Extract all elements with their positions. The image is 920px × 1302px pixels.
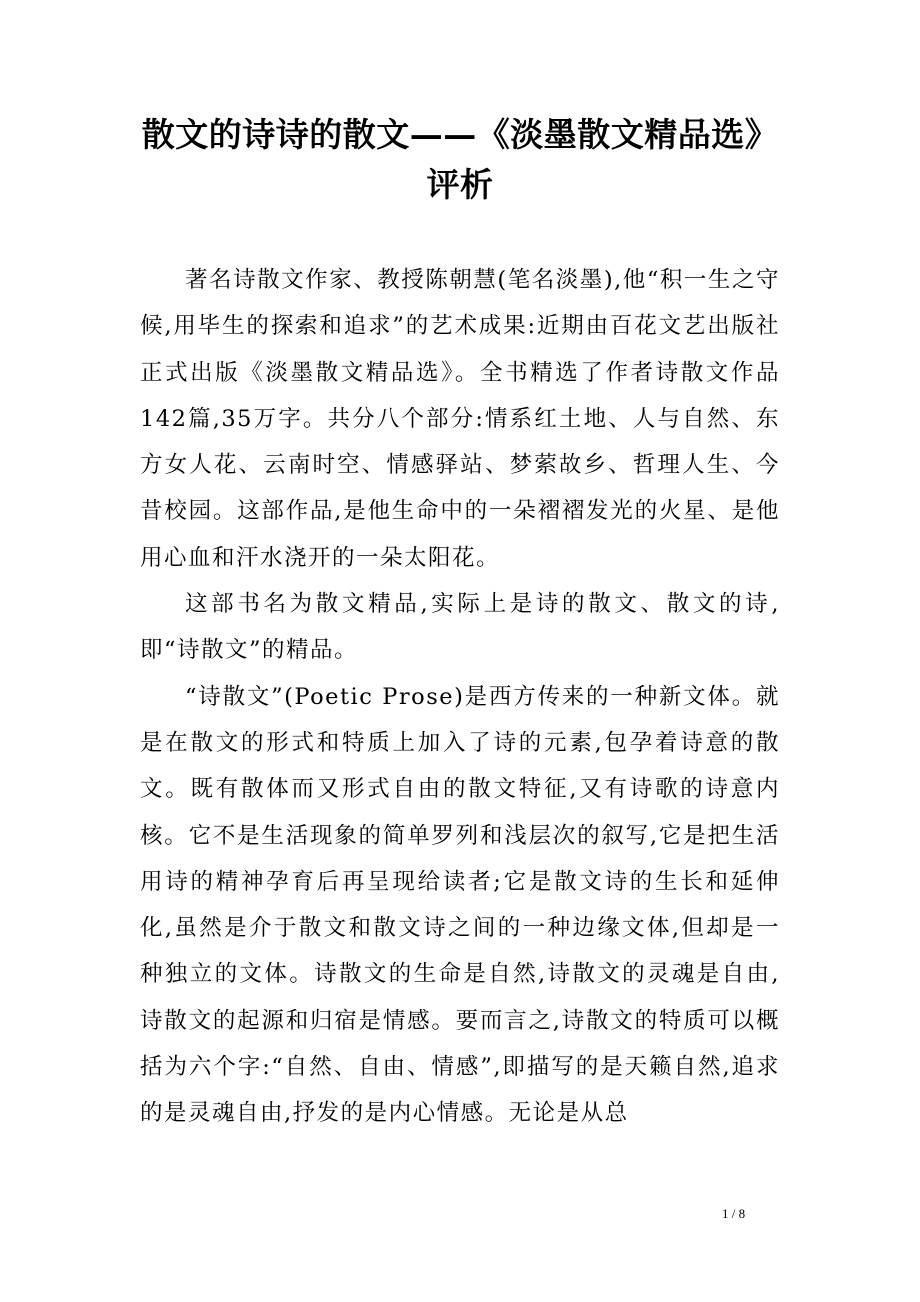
document-title bbox=[140, 110, 780, 210]
paragraph-2: 这部书名为散文精品,实际上是诗的散文、散文的诗,即“诗散文”的精品。 bbox=[140, 591, 780, 664]
paragraph-1: 著名诗散文作家、教授陈朝慧(笔名淡墨),他“积一生之守候,用毕生的探索和追求”的艺术成果:近期由百花文艺出版社正式出版《淡墨散文精品选》。全书精选了作者诗散文作品142篇,35万字。共分八个部分:情系红土地、人与自然、东方女人花、云南时空、情感驿站、梦萦故乡、哲理人生、今昔校园。这部作品,是他生命中的一朵褶褶发光的火星、是他用心血和汗水浇开的一朵太阳花。 bbox=[140, 267, 780, 571]
title-line-2: 评析 bbox=[426, 165, 494, 204]
paragraph-3: “诗散文”(Poetic Prose)是西方传来的一种新文体。就是在散文的形式和特质上加入了诗的元素,包孕着诗意的散文。既有散体而又形式自由的散文特征,又有诗歌的诗意内核。它不是生活现象的简单罗列和浅层次的叙写,它是把生活用诗的精神孕育后再呈现给读者;它是散文诗的生长和延伸化,虽然是介于散文和散文诗之间的一种边缘文体,但却是一种独立的文体。诗散文的生命是自然,诗散文的灵魂是自由,诗散文的起源和归宿是情感。要而言之,诗散文的特质可以概括为六个字:“自然、自由、情感”,即描写的是天籁自然,追求的是灵魂自由,抒发的是内心情感。无论是从总 bbox=[140, 683, 780, 1127]
title-line-1: 散文的诗诗的散文——《淡墨散文精品选》 bbox=[141, 115, 779, 154]
document-body bbox=[140, 257, 780, 1137]
page-number: 1 / 8 bbox=[722, 1206, 746, 1221]
